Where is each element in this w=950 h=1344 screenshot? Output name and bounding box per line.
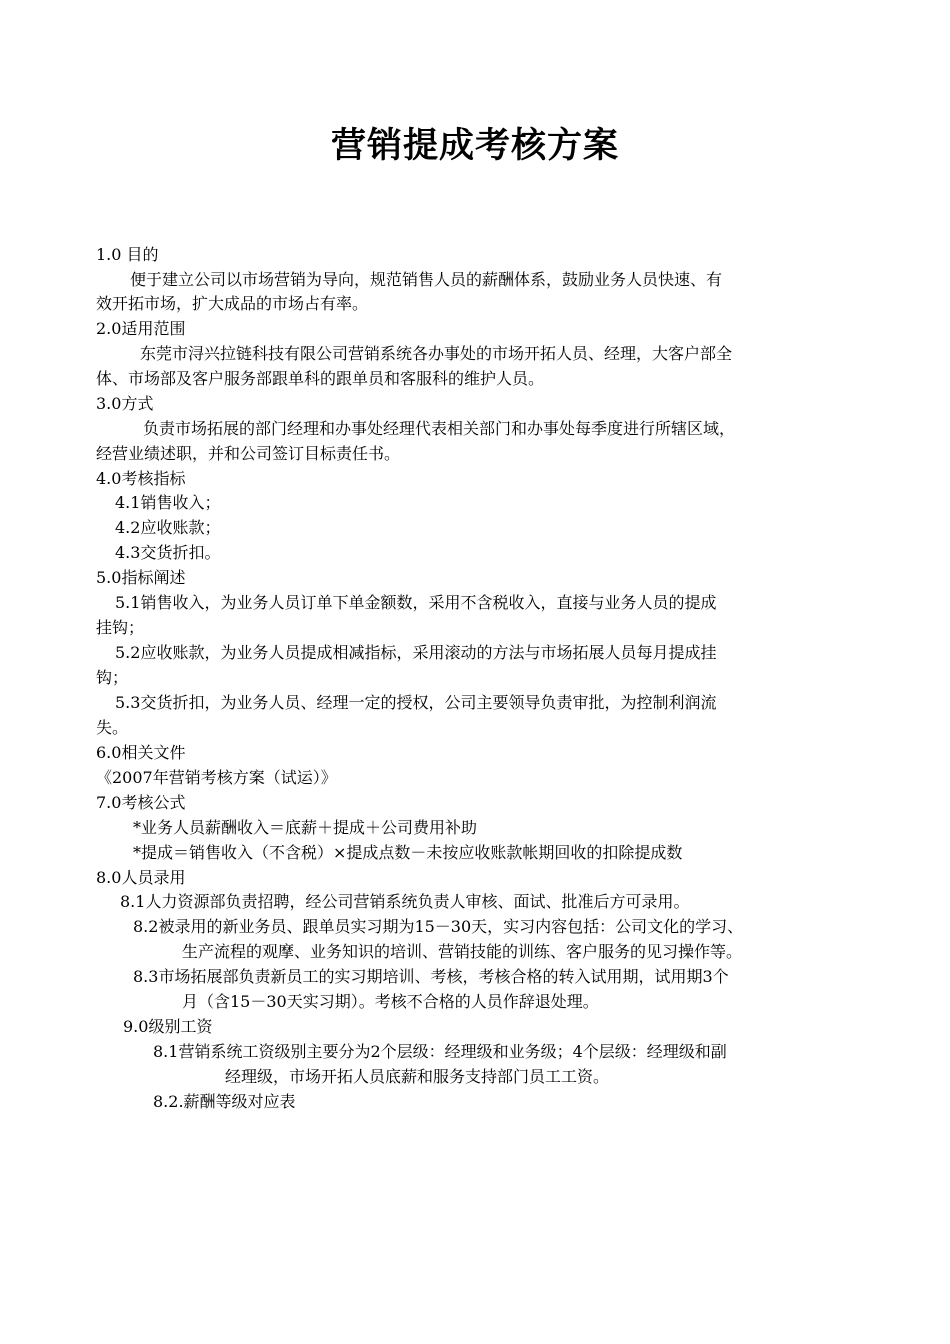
list-item-cont: 钩； (96, 668, 129, 687)
paragraph-purpose: 便于建立公司以市场营销为导向，规范销售人员的薪酬体系，鼓励业务人员快速、有 (130, 270, 723, 289)
heading-scope: 2.0适用范围 (96, 319, 186, 338)
formula-line: *提成＝销售收入（不含税）×提成点数－未按应收账款帐期回收的扣除提成数 (133, 843, 683, 862)
list-item-cont: 挂钩； (96, 618, 145, 637)
list-item: 4.2应收账款； (115, 518, 221, 537)
list-item-cont: 月（含15－30天实习期）。考核不合格的人员作辞退处理。 (182, 992, 599, 1011)
paragraph-scope-cont: 体、市场部及客户服务部跟单科的跟单员和客服科的维护人员。 (96, 369, 545, 388)
heading-purpose: 1.0 目的 (96, 245, 159, 264)
list-item: 8.2.薪酬等级对应表 (153, 1092, 296, 1111)
heading-related-docs: 6.0相关文件 (96, 743, 186, 762)
list-item: 5.1销售收入，为业务人员订单下单金额数，采用不含税收入，直接与业务人员的提成 (115, 593, 717, 612)
list-item: 8.1人力资源部负责招聘，经公司营销系统负责人审核、面试、批准后方可录用。 (120, 892, 690, 911)
paragraph-purpose-cont: 效开拓市场，扩大成品的市场占有率。 (96, 294, 369, 313)
list-item: 8.2被录用的新业务员、跟单员实习期为15－30天，实习内容包括：公司文化的学习、 (133, 917, 744, 936)
paragraph-scope: 东莞市浔兴拉链科技有限公司营销系统各办事处的市场开拓人员、经理，大客户部全 (140, 344, 733, 363)
list-item-cont: 生产流程的观摩、业务知识的培训、营销技能的训练、客户服务的见习操作等。 (182, 942, 743, 961)
heading-salary-level: 9.0级别工资 (123, 1017, 213, 1036)
heading-formula: 7.0考核公式 (96, 793, 186, 812)
paragraph-method: 负责市场拓展的部门经理和办事处经理代表相关部门和办事处每季度进行所辖区域， (143, 419, 736, 438)
heading-explanation: 5.0指标阐述 (96, 568, 186, 587)
list-item: 8.3市场拓展部负责新员工的实习期培训、考核，考核合格的转入试用期，试用期3个 (133, 967, 729, 986)
paragraph-method-cont: 经营业绩述职，并和公司签订目标责任书。 (96, 444, 401, 463)
list-item: 8.1营销系统工资级别主要分为2个层级：经理级和业务级；4个层级：经理级和副 (153, 1042, 727, 1061)
related-doc-title: 《2007年营销考核方案（试运）》 (96, 768, 337, 787)
list-item: 4.3交货折扣。 (115, 543, 221, 562)
list-item: 5.2应收账款，为业务人员提成相减指标，采用滚动的方法与市场拓展人员每月提成挂 (115, 643, 717, 662)
list-item: 5.3交货折扣，为业务人员、经理一定的授权，公司主要领导负责审批，为控制利润流 (115, 693, 717, 712)
list-item-cont: 失。 (96, 718, 129, 737)
heading-indicators: 4.0考核指标 (96, 469, 186, 488)
heading-recruitment: 8.0人员录用 (96, 868, 186, 887)
list-item: 4.1销售收入； (115, 493, 221, 512)
formula-line: *业务人员薪酬收入＝底薪＋提成＋公司费用补助 (133, 818, 478, 837)
list-item-cont: 经理级，市场开拓人员底薪和服务支持部门员工工资。 (225, 1067, 610, 1086)
document-title: 营销提成考核方案 (330, 126, 619, 166)
heading-method: 3.0方式 (96, 394, 154, 413)
